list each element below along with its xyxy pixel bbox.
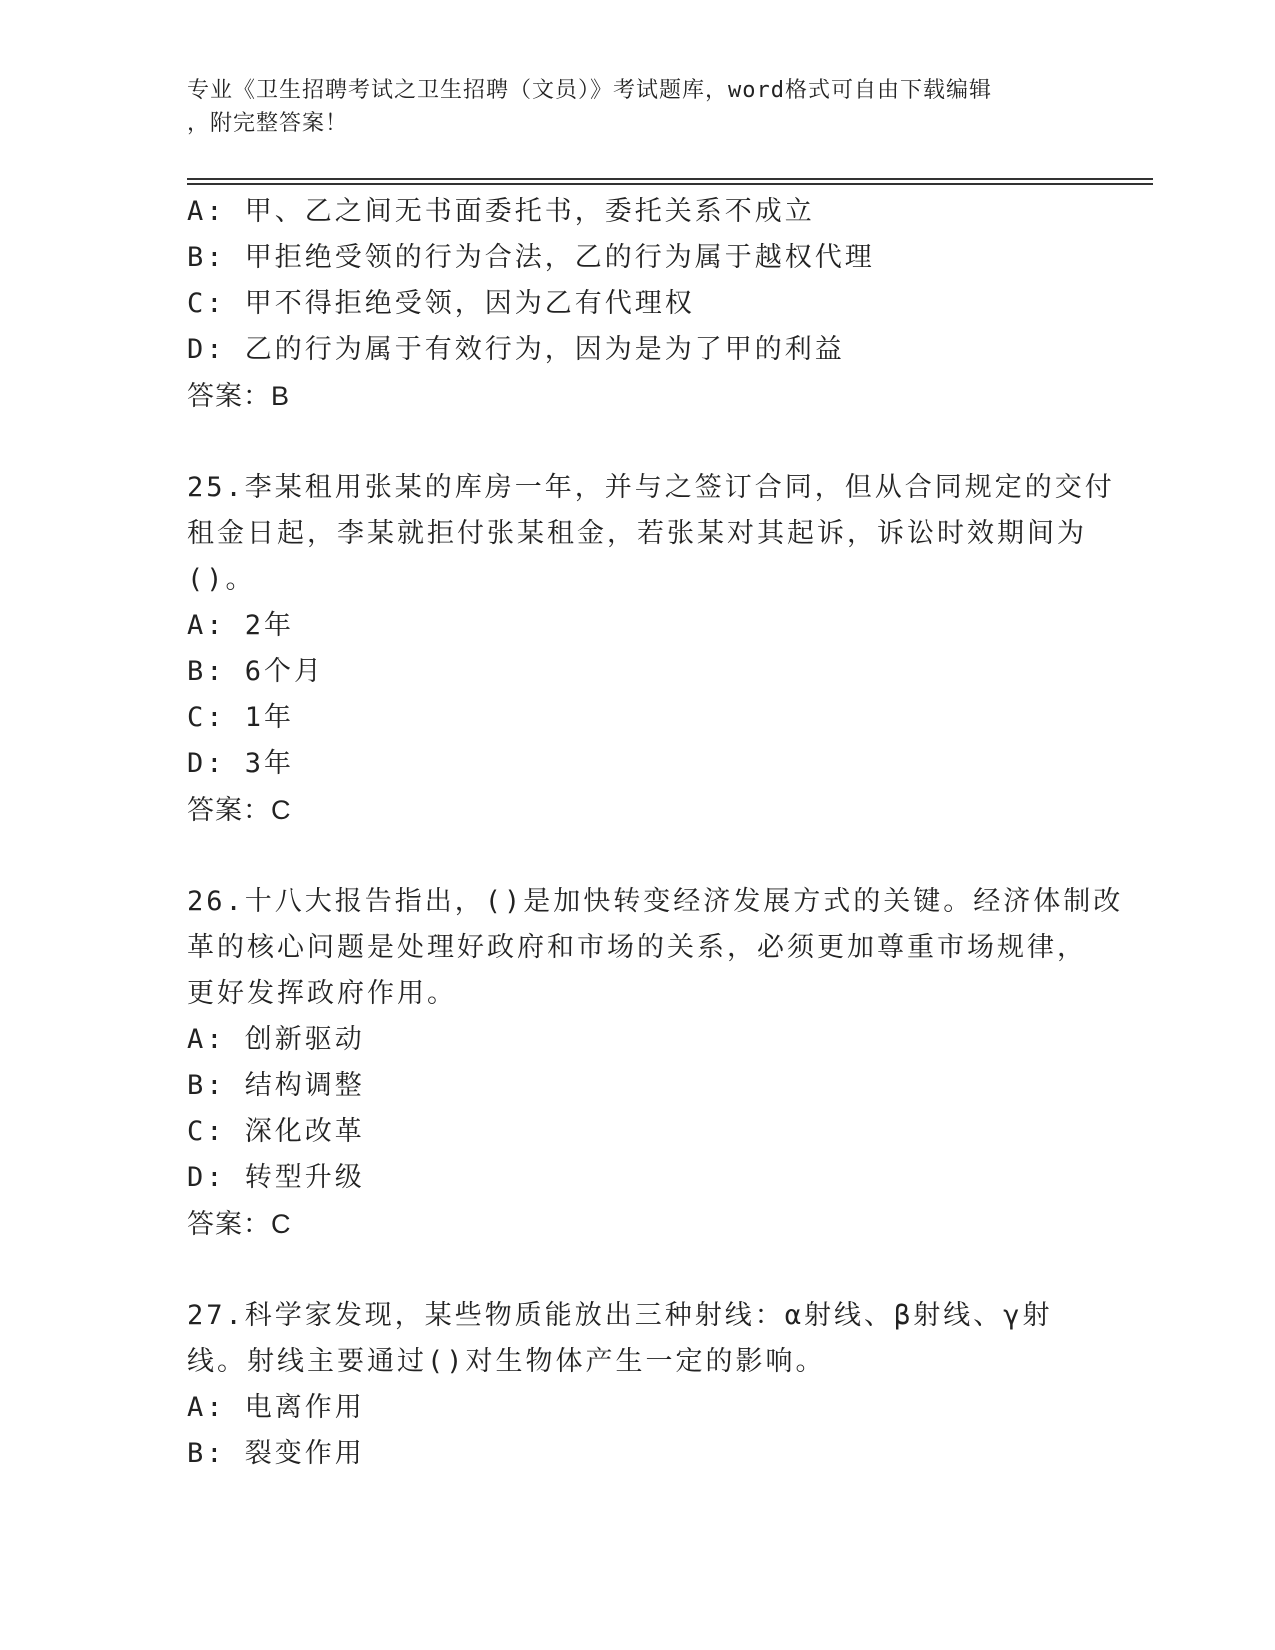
option-d: D: 3年 — [187, 748, 295, 779]
option-c: C: 1年 — [187, 702, 295, 733]
header-line-1: 专业《卫生招聘考试之卫生招聘（文员）》考试题库，word格式可自由下载编辑 — [187, 78, 992, 103]
spacer — [187, 1247, 1087, 1293]
question-25 — [187, 465, 1115, 833]
question-text-line: 线。射线主要通过()对生物体产生一定的影响。 — [187, 1346, 826, 1377]
option-b: B: 结构调整 — [187, 1070, 365, 1101]
question-text-line: 租金日起，李某就拒付张某租金，若张某对其起诉，诉讼时效期间为 — [187, 518, 1087, 549]
option-c: C: 深化改革 — [187, 1116, 365, 1147]
question-text-line: ()。 — [187, 564, 256, 595]
option-a: A: 甲、乙之间无书面委托书，委托关系不成立 — [187, 196, 815, 227]
header-divider-top — [187, 178, 1153, 180]
header-divider-bottom — [187, 183, 1153, 185]
option-a: A: 创新驱动 — [187, 1024, 365, 1055]
question-text-line: 更好发挥政府作用。 — [187, 978, 457, 1009]
header-line-2: ，附完整答案！ — [187, 111, 349, 136]
option-b: B: 6个月 — [187, 656, 325, 687]
question-list — [187, 189, 1124, 1477]
option-d: D: 乙的行为属于有效行为，因为是为了甲的利益 — [187, 334, 845, 365]
question-text-line: 26.十八大报告指出，()是加快转变经济发展方式的关键。经济体制改 — [187, 886, 1124, 917]
question-text-line: 27.科学家发现，某些物质能放出三种射线：α射线、β射线、γ射 — [187, 1300, 1053, 1331]
option-d: D: 转型升级 — [187, 1162, 365, 1193]
document-header — [187, 74, 1087, 140]
option-c: C: 甲不得拒绝受领，因为乙有代理权 — [187, 288, 695, 319]
answer: 答案：C — [187, 795, 292, 825]
question-24 — [187, 189, 1087, 419]
answer: 答案：B — [187, 381, 291, 411]
question-26 — [187, 879, 1124, 1247]
question-text-line: 25.李某租用张某的库房一年，并与之签订合同，但从合同规定的交付 — [187, 472, 1115, 503]
spacer — [187, 419, 1087, 465]
question-27 — [187, 1293, 1087, 1477]
option-b: B: 甲拒绝受领的行为合法，乙的行为属于越权代理 — [187, 242, 875, 273]
option-b: B: 裂变作用 — [187, 1438, 365, 1469]
answer: 答案：C — [187, 1209, 292, 1239]
question-text-line: 革的核心问题是处理好政府和市场的关系，必须更加尊重市场规律， — [187, 932, 1087, 963]
spacer — [187, 833, 1087, 879]
option-a: A: 电离作用 — [187, 1392, 365, 1423]
option-a: A: 2年 — [187, 610, 295, 641]
